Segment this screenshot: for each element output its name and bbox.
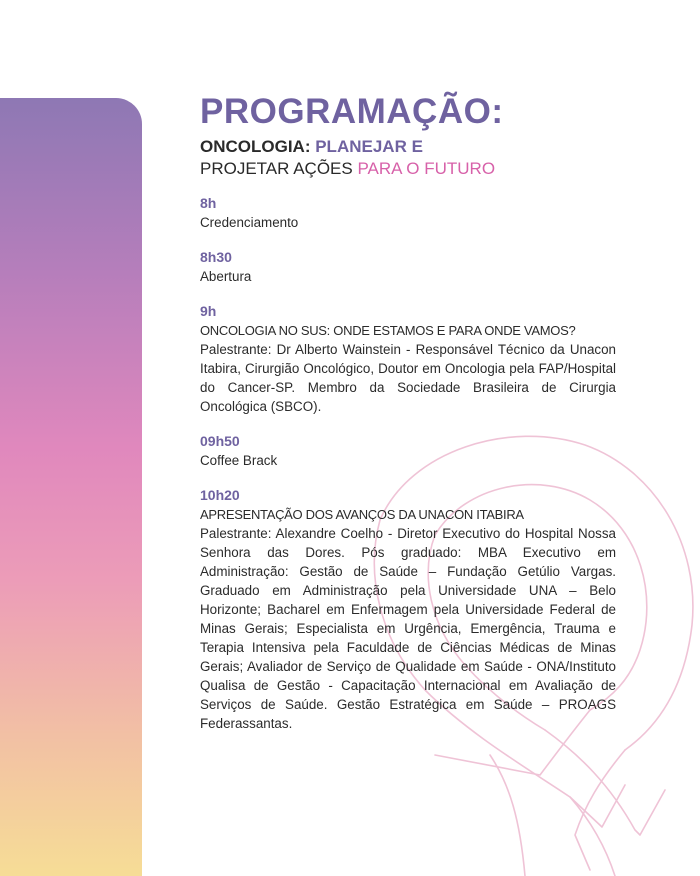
schedule-text: Credenciamento [200,215,299,230]
schedule-time: 8h30 [200,249,232,265]
talk-title: ONCOLOGIA NO SUS: ONDE ESTAMOS E PARA ONDE VAMOS? [200,323,576,338]
talk-description: Palestrante: Alexandre Coelho - Diretor Executivo do Hospital Nossa Senhora das Dores. Pós graduado: MBA Executivo em Administração: Gestão de Saúde – Fundação Getúlio Vargas. Graduado em Administração pela Universidade UNA – Belo Horizonte; Bacharel em Enfermagem pela Universidade Federal de Minas Gerais; Especialista em Urgência, Emergência, Trauma e Terapia Intensiva pela Faculdade de Ciências Médicas de Minas Gerais; Avaliador de Serviço de Qualidade em Saúde - ONA/Instituto Qualisa de Gestão - Capacitação Internacional em Avaliação de Serviços de Saúde. Gestão Estratégica em Saúde – PROAGS Federassantas. [200,526,616,731]
program-content [200,92,616,733]
schedule-time: 9h [200,303,217,319]
schedule-item-3 [200,302,616,416]
subtitle-projetar: PROJETAR AÇÕES [200,159,358,178]
gradient-side-bar [0,98,142,876]
schedule-item-4 [200,432,616,470]
subtitle-oncologia: ONCOLOGIA: [200,137,316,156]
page-title: PROGRAMAÇÃO: [200,92,504,131]
schedule-text: Coffee Brack [200,453,278,468]
subtitle-line-1 [200,136,616,158]
schedule-time: 10h20 [200,487,240,503]
schedule-time: 8h [200,195,217,211]
talk-title: APRESENTAÇÃO DOS AVANÇOS DA UNACON ITABIRA [200,507,524,522]
subtitle-line-2 [200,158,616,180]
schedule-item-1 [200,194,616,232]
talk-description: Palestrante: Dr Alberto Wainstein - Responsável Técnico da Unacon Itabira, Cirurgião Oncológico, Doutor em Oncologia pela FAP/Hospital do Cancer-SP. Membro da Sociedade Brasileira de Cirurgia Oncológica (SBCO). [200,342,616,414]
schedule-item-5 [200,486,616,733]
subtitle-planejar: PLANEJAR E [315,137,423,156]
schedule-text: Abertura [200,269,252,284]
schedule-item-2 [200,248,616,286]
schedule-time: 09h50 [200,433,240,449]
subtitle-futuro: PARA O FUTURO [357,159,496,178]
